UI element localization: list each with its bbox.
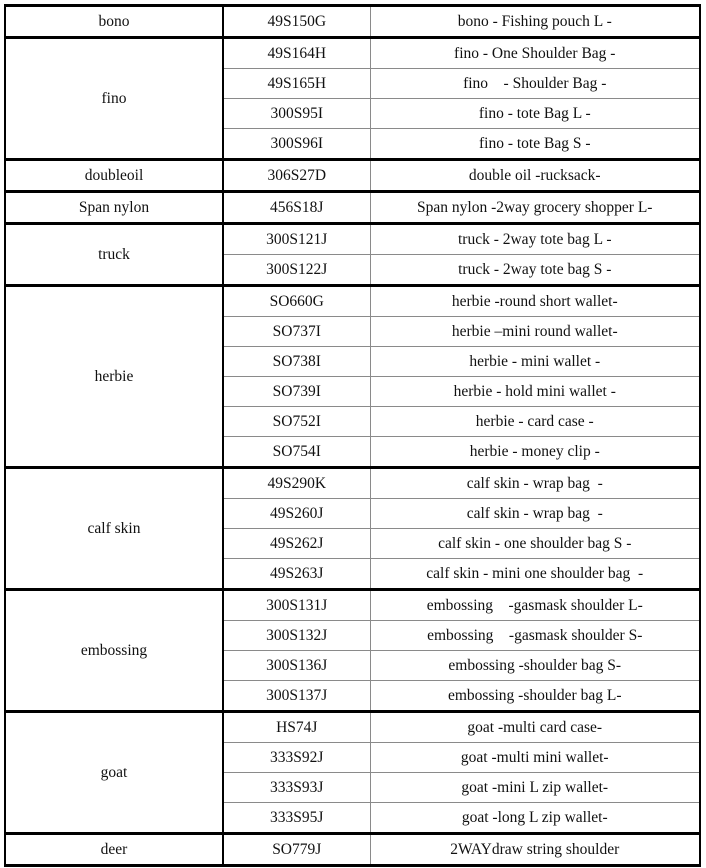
- product-code-cell: 49S262J: [223, 529, 370, 559]
- product-name-cell: goat -multi card case-: [370, 712, 700, 743]
- product-name-cell: calf skin - mini one shoulder bag -: [370, 559, 700, 590]
- table-row: [5, 224, 700, 255]
- series-cell: truck: [5, 224, 223, 286]
- product-name-cell: embossing -shoulder bag L-: [370, 681, 700, 712]
- table-row: [5, 590, 700, 621]
- product-name-cell: herbie - mini wallet -: [370, 347, 700, 377]
- product-name-cell: fino - One Shoulder Bag -: [370, 38, 700, 69]
- product-name-cell: bono - Fishing pouch L -: [370, 6, 700, 38]
- product-name-cell: goat -mini L zip wallet-: [370, 773, 700, 803]
- product-name-cell: embossing -shoulder bag S-: [370, 651, 700, 681]
- product-name-cell: herbie - money clip -: [370, 437, 700, 468]
- product-name-cell: goat -multi mini wallet-: [370, 743, 700, 773]
- product-code-cell: 300S132J: [223, 621, 370, 651]
- product-code-cell: 49S290K: [223, 468, 370, 499]
- series-cell: embossing: [5, 590, 223, 712]
- product-name-cell: herbie -round short wallet-: [370, 286, 700, 317]
- product-code-cell: 300S136J: [223, 651, 370, 681]
- table-row: [5, 38, 700, 69]
- product-name-cell: embossing -gasmask shoulder L-: [370, 590, 700, 621]
- product-name-cell: herbie - card case -: [370, 407, 700, 437]
- product-code-cell: 49S263J: [223, 559, 370, 590]
- table-row: [5, 160, 700, 192]
- table-row: [5, 712, 700, 743]
- series-cell: deer: [5, 834, 223, 866]
- table-body: [5, 6, 700, 866]
- product-name-cell: calf skin - wrap bag -: [370, 468, 700, 499]
- table-row: [5, 6, 700, 38]
- product-code-cell: 49S260J: [223, 499, 370, 529]
- table-row: [5, 834, 700, 866]
- product-name-cell: Span nylon -2way grocery shopper L-: [370, 192, 700, 224]
- product-code-cell: SO738I: [223, 347, 370, 377]
- product-code-cell: SO737I: [223, 317, 370, 347]
- series-cell: bono: [5, 6, 223, 38]
- product-name-cell: goat -long L zip wallet-: [370, 803, 700, 834]
- series-cell: calf skin: [5, 468, 223, 590]
- product-table: [4, 4, 701, 867]
- product-code-cell: 306S27D: [223, 160, 370, 192]
- product-code-cell: 333S93J: [223, 773, 370, 803]
- product-code-cell: SO660G: [223, 286, 370, 317]
- product-code-cell: 333S92J: [223, 743, 370, 773]
- product-code-cell: 49S150G: [223, 6, 370, 38]
- product-code-cell: 300S131J: [223, 590, 370, 621]
- product-name-cell: 2WAYdraw string shoulder: [370, 834, 700, 866]
- product-code-cell: 300S137J: [223, 681, 370, 712]
- series-cell: Span nylon: [5, 192, 223, 224]
- product-name-cell: fino - tote Bag S -: [370, 129, 700, 160]
- product-code-cell: 300S122J: [223, 255, 370, 286]
- product-code-cell: 300S95I: [223, 99, 370, 129]
- product-name-cell: calf skin - wrap bag -: [370, 499, 700, 529]
- product-name-cell: truck - 2way tote bag L -: [370, 224, 700, 255]
- product-name-cell: calf skin - one shoulder bag S -: [370, 529, 700, 559]
- product-code-cell: 333S95J: [223, 803, 370, 834]
- table-row: [5, 192, 700, 224]
- product-code-cell: 300S121J: [223, 224, 370, 255]
- product-code-cell: 456S18J: [223, 192, 370, 224]
- product-name-cell: herbie - hold mini wallet -: [370, 377, 700, 407]
- series-cell: doubleoil: [5, 160, 223, 192]
- series-cell: fino: [5, 38, 223, 160]
- product-code-cell: SO779J: [223, 834, 370, 866]
- table-row: [5, 468, 700, 499]
- product-code-cell: HS74J: [223, 712, 370, 743]
- product-code-cell: 300S96I: [223, 129, 370, 160]
- product-name-cell: fino - tote Bag L -: [370, 99, 700, 129]
- product-code-cell: SO754I: [223, 437, 370, 468]
- product-name-cell: herbie –mini round wallet-: [370, 317, 700, 347]
- product-code-cell: 49S164H: [223, 38, 370, 69]
- product-name-cell: fino - Shoulder Bag -: [370, 69, 700, 99]
- product-name-cell: embossing -gasmask shoulder S-: [370, 621, 700, 651]
- product-name-cell: truck - 2way tote bag S -: [370, 255, 700, 286]
- table-row: [5, 286, 700, 317]
- series-cell: herbie: [5, 286, 223, 468]
- product-name-cell: double oil -rucksack-: [370, 160, 700, 192]
- product-code-cell: SO752I: [223, 407, 370, 437]
- product-code-cell: SO739I: [223, 377, 370, 407]
- series-cell: goat: [5, 712, 223, 834]
- product-code-cell: 49S165H: [223, 69, 370, 99]
